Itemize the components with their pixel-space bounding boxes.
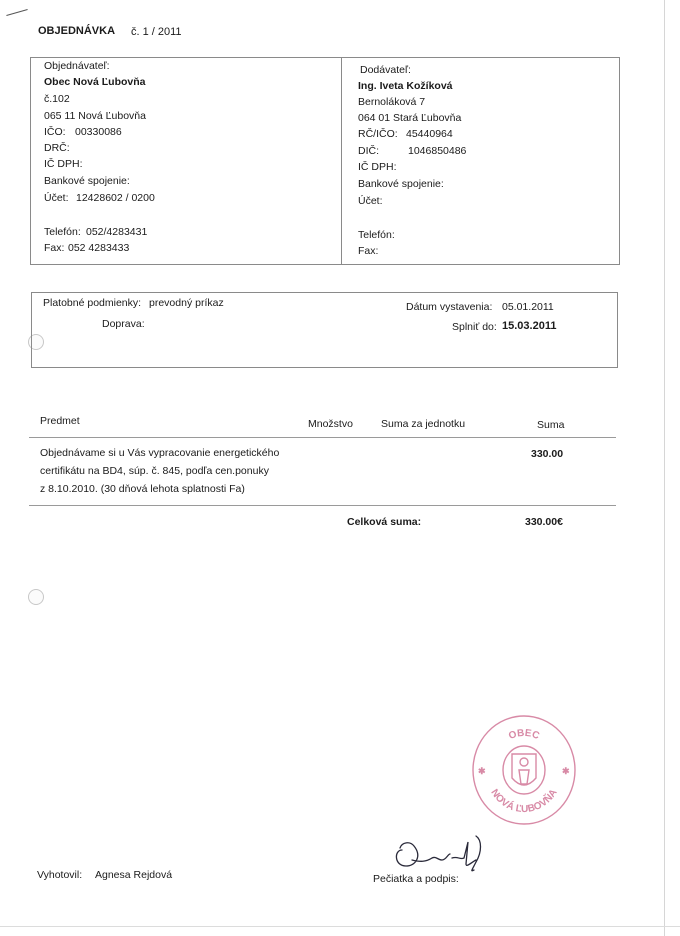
orderer-ico-label: IČO: — [44, 126, 66, 138]
orderer-fax-label: Fax: — [44, 242, 65, 254]
orderer-phone: 052/4283431 — [86, 226, 148, 238]
orderer-fax: 052 4283433 — [68, 242, 130, 254]
orderer-drc-label: DRČ: — [44, 142, 70, 154]
orderer-bank-label: Bankové spojenie: — [44, 175, 130, 187]
column-header-item: Predmet — [40, 415, 80, 427]
issue-date-value: 05.01.2011 — [502, 301, 554, 313]
issue-date-label: Dátum vystavenia: — [406, 301, 493, 313]
supplier-rcico: 45440964 — [406, 128, 453, 140]
supplier-account-label: Účet: — [358, 195, 383, 207]
item-description-line-2: certifikátu na BD4, súp. č. 845, podľa cen.ponuky — [40, 465, 269, 477]
item-description-line-1: Objednávame si u Vás vypracovanie energetického — [40, 447, 280, 459]
supplier-dic-label: DIČ: — [358, 145, 379, 157]
orderer-phone-label: Telefón: — [44, 226, 81, 238]
stamp-star-right: ✱ — [562, 766, 570, 776]
stamp-bottom-text: NOVÁ ĽUBOVŇA — [488, 787, 560, 816]
supplier-label: Dodávateľ: — [360, 64, 411, 76]
fulfill-date-value: 15.03.2011 — [502, 320, 557, 332]
stamp-signature-label: Pečiatka a podpis: — [373, 873, 459, 885]
handwritten-signature — [392, 832, 492, 874]
orderer-ico: 00330086 — [75, 126, 122, 138]
document-title: OBJEDNÁVKA — [38, 25, 116, 37]
stamp-top-text: OBEC — [507, 727, 541, 742]
supplier-phone-label: Telefón: — [358, 229, 395, 241]
column-header-qty: Množstvo — [308, 418, 353, 430]
supplier-rcico-label: RČ/IČO: — [358, 128, 398, 140]
orderer-account: 12428602 / 0200 — [76, 192, 155, 204]
scan-edge-right — [664, 0, 665, 936]
prepared-by-name: Agnesa Rejdová — [95, 869, 173, 881]
orderer-account-label: Účet: — [44, 192, 69, 204]
supplier-street: Bernoláková 7 — [358, 96, 426, 108]
item-description-line-3: z 8.10.2010. (30 dňová lehota splatnosti Fa) — [40, 483, 245, 495]
orderer-city: 065 11 Nová Ľubovňa — [44, 110, 146, 122]
table-header-rule — [29, 437, 616, 438]
fulfill-date-label: Splniť do: — [452, 321, 497, 333]
supplier-bank-label: Bankové spojenie: — [358, 178, 444, 190]
payment-terms-label: Platobné podmienky: — [43, 297, 142, 309]
item-sum: 330.00 — [531, 448, 564, 460]
order-number: č. 1 / 2011 — [131, 26, 182, 38]
supplier-fax-label: Fax: — [358, 245, 379, 257]
supplier-icdph-label: IČ DPH: — [358, 161, 397, 173]
parties-divider — [341, 58, 342, 264]
payment-terms-value: prevodný príkaz — [149, 297, 224, 309]
total-label: Celková suma: — [347, 516, 422, 528]
transport-label: Doprava: — [102, 318, 145, 330]
supplier-city: 064 01 Stará Ľubovňa — [358, 112, 462, 124]
orderer-street: č.102 — [44, 93, 70, 105]
scan-mark — [6, 9, 27, 16]
punch-hole-bottom — [28, 589, 44, 605]
supplier-dic: 1046850486 — [408, 145, 467, 157]
scan-edge-bottom — [0, 926, 680, 927]
orderer-icdph-label: IČ DPH: — [44, 158, 83, 170]
official-stamp — [470, 712, 578, 828]
stamp-star-left: ✱ — [478, 766, 486, 776]
orderer-label: Objednávateľ: — [44, 60, 110, 72]
table-bottom-rule — [29, 505, 616, 506]
supplier-name: Ing. Iveta Kožíková — [358, 80, 453, 92]
total-value: 330.00€ — [525, 516, 563, 528]
column-header-unit-price: Suma za jednotku — [381, 418, 466, 430]
orderer-name: Obec Nová Ľubovňa — [44, 76, 146, 88]
prepared-by-label: Vyhotovil: — [37, 869, 83, 881]
column-header-sum: Suma — [537, 419, 565, 431]
